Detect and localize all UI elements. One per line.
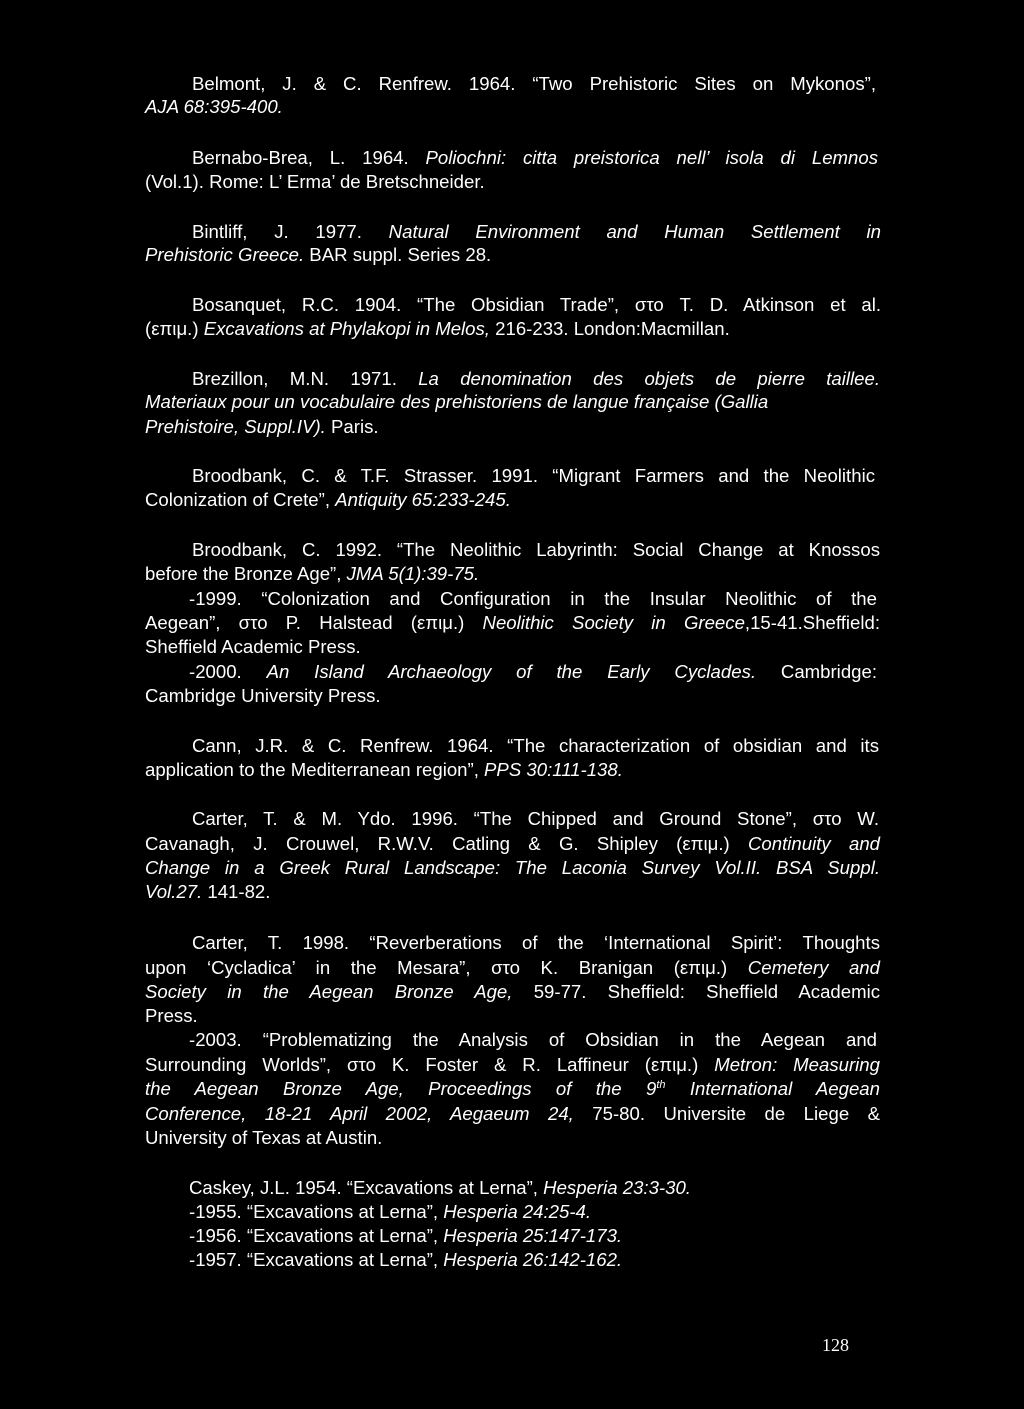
reference-line [145,1054,880,1076]
reference-line [145,391,768,413]
reference-text: -1999. “Colonization and Configuration in the Insular Neolithic of the [189,588,877,609]
reference-text: application to the Mediterranean region”, [145,759,485,780]
reference-text: Surrounding Worlds”, στο K. Foster & R. Laffineur (επιμ.) [145,1054,715,1075]
reference-text: Aegean”, στο P. Halstead (επιμ.) [145,612,483,633]
reference-text: BAR suppl. Series 28. [304,244,492,265]
reference-italic-text: Hesperia 23:3-30. [543,1177,691,1198]
reference-text: Brezillon, M.N. 1971. [192,368,419,389]
reference-text: -1955. “Excavations at Lerna”, [189,1201,444,1222]
reference-line [145,563,479,585]
reference-line [192,294,881,316]
page-number: 128 [822,1335,849,1355]
reference-text: 216-233. London:Macmillan. [489,318,730,339]
reference-text: Bosanquet, R.C. 1904. “The Obsidian Trade”, στο T. D. Atkinson et al. [192,294,881,315]
reference-line [145,881,270,903]
reference-italic-text: Excavations at Phylakopi in Melos, [203,318,490,339]
reference-text: Cambridge: [756,661,878,682]
reference-italic-text: La denomination des objets de pierre taillee. [418,368,880,389]
reference-italic-text: Hesperia 24:25-4. [443,1201,592,1222]
reference-text: 141-82. [202,881,271,902]
reference-text: University of Texas at Austin. [145,1127,383,1148]
reference-text: Paris. [325,416,379,437]
reference-italic-text: Poliochni: citta preistorica nell’ isola di Lemnos [425,147,878,168]
reference-italic-text: Conference, 18-21 April 2002, Aegaeum 24, [145,1103,574,1124]
reference-line [189,1249,622,1271]
reference-line [145,1078,880,1100]
reference-text: Cann, J.R. & C. Renfrew. 1964. “The characterization of obsidian and its [192,735,879,756]
reference-text: Press. [145,1005,198,1026]
reference-line [189,661,877,683]
reference-italic-text: Antiquity 65:233-245. [335,489,511,510]
reference-line [192,735,879,757]
reference-italic-text: Materiaux pour un vocabulaire des prehistoriens de langue française (Gallia [145,391,769,412]
reference-text: -1956. “Excavations at Lerna”, [189,1225,444,1246]
reference-line [145,171,485,193]
reference-line [145,489,511,511]
reference-text: 75-80. Universite de Liege & [573,1103,881,1124]
reference-text: (επιμ.) [145,318,204,339]
reference-text: Bintliff, J. 1977. [192,221,389,242]
reference-italic-text: Society in the Aegean Bronze Age, [145,981,513,1002]
reference-line [145,685,381,707]
reference-text: Belmont, J. & C. Renfrew. 1964. “Two Prehistoric Sites on Mykonos”, [192,73,876,94]
reference-line [192,539,880,561]
reference-line [192,932,880,954]
reference-italic-text: Hesperia 26:142-162. [443,1249,623,1270]
reference-italic-text: Cemetery and [747,957,880,978]
reference-text: upon ‘Cycladica’ in the Mesara”, στο K. Branigan (επιμ.) [145,957,748,978]
reference-text: -2000. [189,661,267,682]
reference-line [145,636,361,658]
reference-line [145,1103,880,1125]
reference-line [192,147,878,169]
reference-italic-text: Natural Environment and Human Settlement in [388,221,881,242]
reference-italic-text: th [656,1078,666,1091]
reference-italic-text: Metron: Measuring [714,1054,880,1075]
reference-italic-text: Prehistoire, Suppl.IV). [145,416,326,437]
reference-line [189,1177,691,1199]
reference-line [192,73,876,95]
reference-line [145,318,730,340]
reference-text: Caskey, J.L. 1954. “Excavations at Lerna”, [189,1177,544,1198]
reference-line [145,957,880,979]
reference-text: Bernabo-Brea, L. 1964. [192,147,426,168]
reference-text: Broodbank, C. 1992. “The Neolithic Labyrinth: Social Change at Knossos [192,539,880,560]
reference-italic-text: An Island Archaeology of the Early Cyclades. [266,661,757,682]
reference-text: -1957. “Excavations at Lerna”, [189,1249,444,1270]
reference-line [192,465,875,487]
reference-line [192,808,879,830]
reference-text: Broodbank, C. & T.F. Strasser. 1991. “Migrant Farmers and the Neolithic [192,465,875,486]
reference-text: Carter, T. 1998. “Reverberations of the ‘International Spirit’: Thoughts [192,932,880,953]
reference-italic-text: Continuity and [748,833,881,854]
reference-line [189,1029,877,1051]
reference-line [145,1005,198,1027]
reference-text: (Vol.1). Rome: L’ Erma’ de Bretschneider. [145,171,485,192]
reference-italic-text: Neolithic Society in Greece [482,612,745,633]
reference-italic-text: AJA 68:395-400. [145,96,283,117]
reference-italic-text: Change in a Greek Rural Landscape: The Laconia Survey Vol.II. BSA Suppl. [145,857,880,878]
reference-line [145,244,491,266]
reference-text: -2003. “Problematizing the Analysis of Obsidian in the Aegean and [189,1029,877,1050]
reference-line [192,368,880,390]
reference-italic-text: JMA 5(1):39-75. [346,563,480,584]
reference-line [145,612,880,634]
reference-italic-text: PPS 30:111-138. [484,759,623,780]
reference-italic-text: the Aegean Bronze Age, Proceedings of the 9 [145,1078,657,1099]
reference-line [145,981,880,1003]
reference-line [189,588,877,610]
reference-text: 59-77. Sheffield: Sheffield Academic [512,981,881,1002]
reference-text: Cambridge University Press. [145,685,381,706]
reference-text: Cavanagh, J. Crouwel, R.W.V. Catling & G. Shipley (επιμ.) [145,833,748,854]
reference-line [145,96,283,118]
reference-text: Sheffield Academic Press. [145,636,361,657]
reference-line [145,833,880,855]
reference-text: ,15-41.Sheffield: [744,612,880,633]
reference-text: Colonization of Crete”, [145,489,336,510]
reference-italic-text: Vol.27. [145,881,203,902]
reference-line [189,1225,622,1247]
reference-line [145,416,379,438]
reference-line [145,759,623,781]
reference-line [189,1201,591,1223]
reference-text: Carter, T. & M. Ydo. 1996. “The Chipped and Ground Stone”, στο W. [192,808,879,829]
reference-italic-text: Prehistoric Greece. [145,244,305,265]
reference-text: before the Bronze Age”, [145,563,347,584]
reference-line [145,1127,382,1149]
reference-line [192,221,881,243]
reference-italic-text: International Aegean [665,1078,880,1099]
reference-line [145,857,880,879]
reference-italic-text: Hesperia 25:147-173. [443,1225,623,1246]
